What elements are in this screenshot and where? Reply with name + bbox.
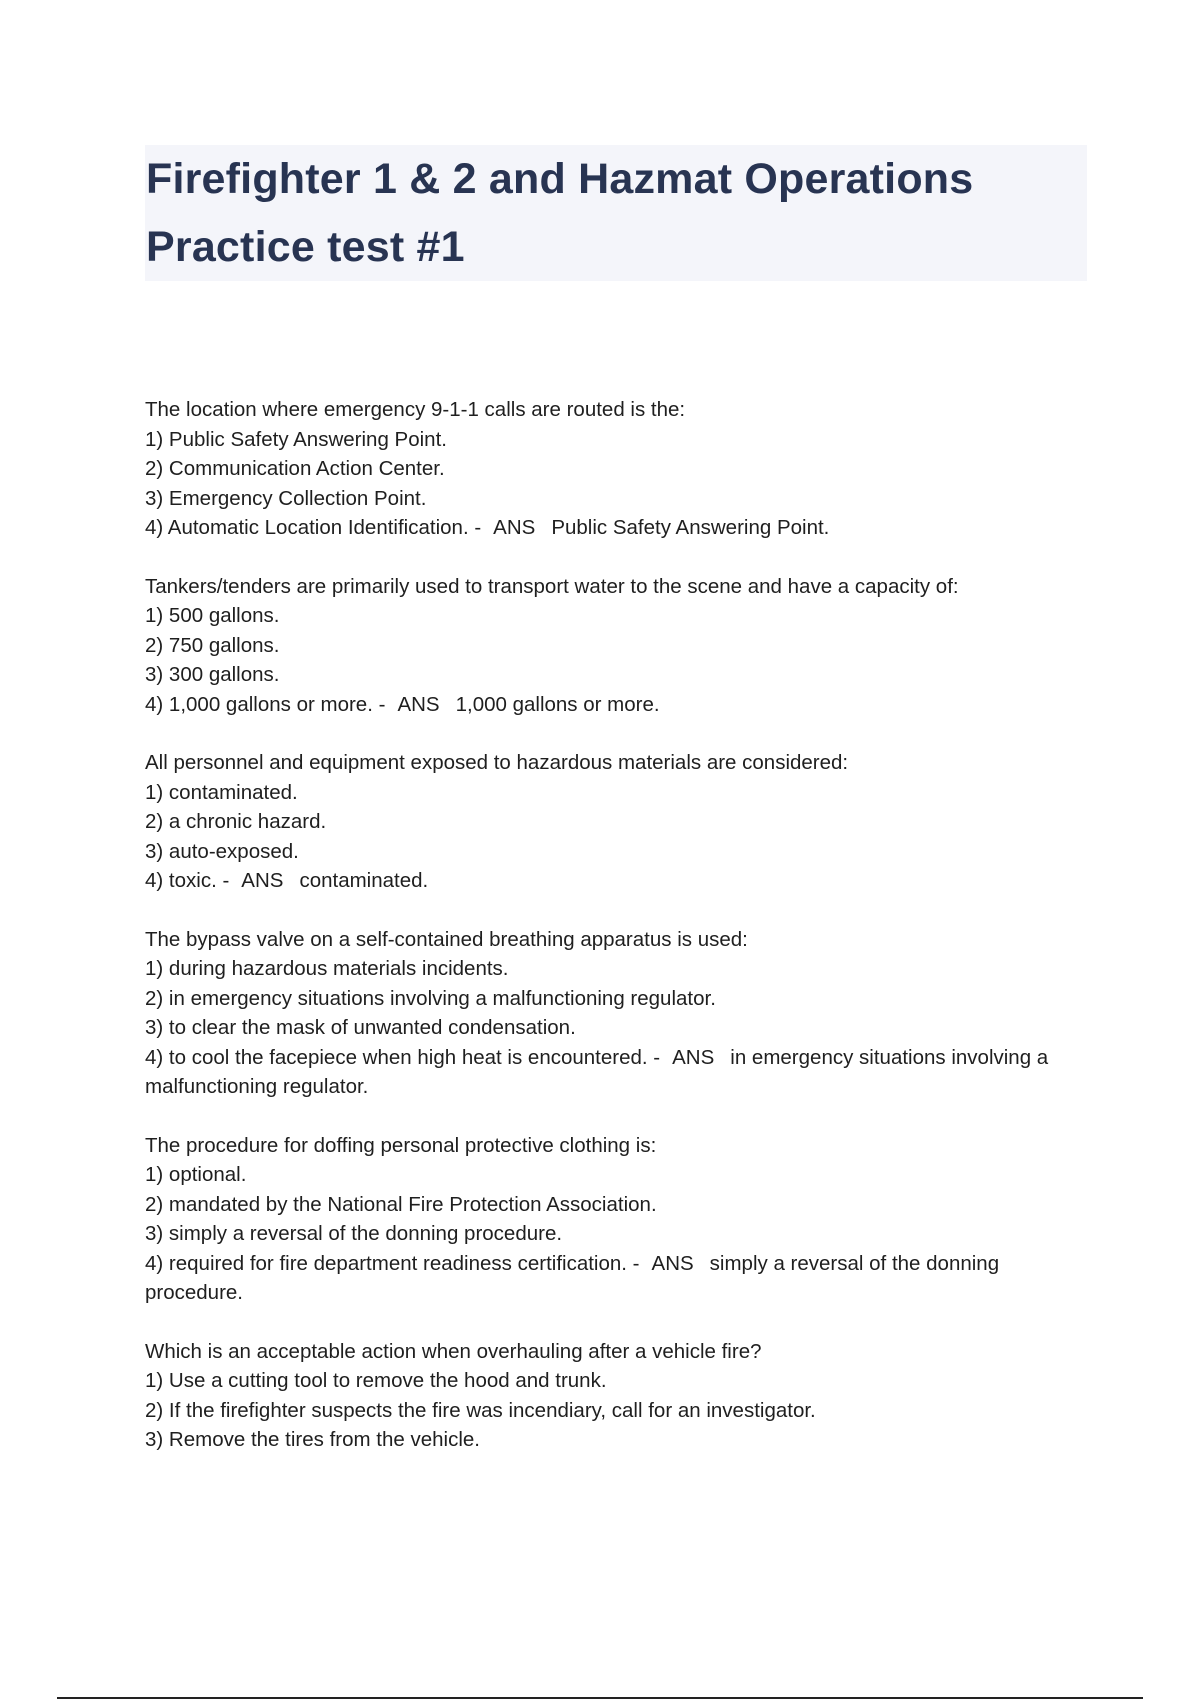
answer-option-with-key: [145, 1249, 1090, 1308]
answer-option: 2) mandated by the National Fire Protection Association.: [145, 1192, 657, 1216]
answer-option-with-key: [145, 690, 1090, 720]
question-item: [145, 572, 1090, 720]
question-item: [145, 395, 1090, 543]
correct-answer: in emergency situations involving a malfunctioning regulator.: [145, 1045, 1054, 1098]
answer-option: 4) 1,000 gallons or more. -: [145, 692, 386, 716]
question-prompt: The location where emergency 9-1-1 calls are routed is the:: [145, 398, 686, 421]
ans-label: ANS: [397, 692, 440, 716]
answer-option: 4) to cool the facepiece when high heat is encountered. -: [145, 1045, 661, 1069]
question-prompt: Which is an acceptable action when overhauling after a vehicle fire?: [145, 1339, 762, 1363]
title-line-1: Firefighter 1 & 2 and Hazmat Operations: [146, 155, 974, 203]
question-item: [145, 925, 1090, 1102]
question-list: [145, 395, 1090, 1484]
answer-option-with-key: [145, 513, 1090, 543]
ans-label: ANS: [672, 1045, 715, 1069]
answer-option: 4) required for fire department readiness certification. -: [145, 1251, 640, 1275]
answer-option: 4) toxic. -: [145, 869, 230, 892]
answer-option: 3) simply a reversal of the donning procedure.: [145, 1222, 563, 1245]
page-bottom-rule: [57, 1697, 1143, 1699]
question-item: [145, 1131, 1090, 1308]
answer-option: 1) Public Safety Answering Point.: [145, 427, 447, 451]
answer-option: 2) a chronic hazard.: [145, 810, 327, 833]
answer-option: 3) Remove the tires from the vehicle.: [145, 1428, 480, 1451]
question-prompt: The procedure for doffing personal protective clothing is:: [145, 1133, 657, 1157]
question-item: [145, 1337, 1090, 1455]
answer-option: 1) Use a cutting tool to remove the hood and trunk.: [145, 1369, 607, 1392]
answer-option: 1) optional.: [145, 1163, 247, 1186]
answer-option: 2) If the firefighter suspects the fire was incendiary, call for an investigator.: [145, 1398, 816, 1422]
title-line-2: Practice test #1: [146, 223, 465, 271]
correct-answer: Public Safety Answering Point.: [551, 516, 830, 539]
answer-option: 3) 300 gallons.: [145, 663, 280, 686]
answer-option: 2) 750 gallons.: [145, 633, 280, 657]
question-prompt: Tankers/tenders are primarily used to transport water to the scene and have a capacity of:: [145, 574, 959, 598]
question-item: [145, 748, 1090, 896]
correct-answer: simply a reversal of the donning procedure.: [145, 1251, 1005, 1304]
correct-answer: 1,000 gallons or more.: [455, 692, 660, 716]
answer-option-with-key: [145, 866, 1090, 896]
answer-option: 1) contaminated.: [145, 780, 298, 804]
ans-label: ANS: [493, 516, 536, 539]
ans-label: ANS: [651, 1251, 694, 1275]
answer-option-with-key: [145, 1043, 1090, 1102]
answer-option: 2) in emergency situations involving a malfunctioning regulator.: [145, 986, 716, 1010]
ans-label: ANS: [241, 869, 284, 892]
answer-option: 2) Communication Action Center.: [145, 457, 445, 480]
answer-option: 3) auto-exposed.: [145, 839, 299, 863]
answer-option: 1) 500 gallons.: [145, 604, 280, 627]
answer-option: 3) to clear the mask of unwanted condensation.: [145, 1016, 576, 1039]
answer-option: 1) during hazardous materials incidents.: [145, 957, 509, 980]
correct-answer: contaminated.: [299, 869, 429, 892]
answer-option: 3) Emergency Collection Point.: [145, 486, 427, 510]
question-prompt: The bypass valve on a self-contained breathing apparatus is used:: [145, 927, 748, 951]
document-title: [145, 145, 1087, 281]
answer-option: 4) Automatic Location Identification. -: [145, 516, 482, 539]
question-prompt: All personnel and equipment exposed to hazardous materials are considered:: [145, 751, 849, 774]
